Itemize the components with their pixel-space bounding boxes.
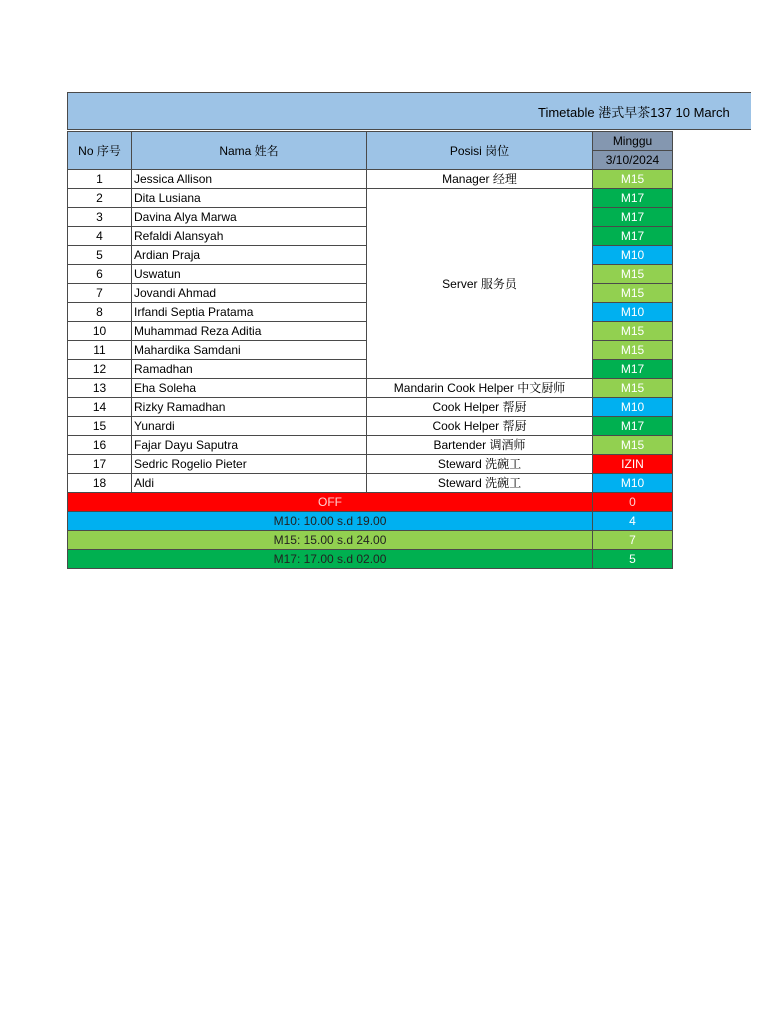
row-nama: Ardian Praja [132,246,367,265]
summary-row [68,531,673,550]
row-shift: M15 [593,436,673,455]
row-no: 15 [68,417,132,436]
row-posisi: Steward 洗碗工 [367,455,593,474]
summary-label: OFF [68,493,593,512]
row-no: 5 [68,246,132,265]
table-row [68,474,673,493]
sheet-title: Timetable 港式早茶137 10 March [538,105,730,120]
summary-row [68,493,673,512]
row-shift: M15 [593,170,673,189]
row-shift: M10 [593,474,673,493]
row-nama: Refaldi Alansyah [132,227,367,246]
table-row [68,455,673,474]
timetable-table [67,131,673,569]
row-shift: M17 [593,208,673,227]
row-shift: M17 [593,417,673,436]
row-nama: Ramadhan [132,360,367,379]
summary-count: 5 [593,550,673,569]
row-nama: Irfandi Septia Pratama [132,303,367,322]
row-shift: IZIN [593,455,673,474]
row-nama: Uswatun [132,265,367,284]
row-shift: M10 [593,246,673,265]
row-shift: M15 [593,379,673,398]
row-nama: Eha Soleha [132,379,367,398]
row-nama: Dita Lusiana [132,189,367,208]
summary-count: 0 [593,493,673,512]
header-day: Minggu [593,132,673,151]
header-nama: Nama 姓名 [132,132,367,170]
header-no: No 序号 [68,132,132,170]
title-bar [67,92,751,130]
summary-label: M17: 17.00 s.d 02.00 [68,550,593,569]
row-posisi: Mandarin Cook Helper 中文厨师 [367,379,593,398]
summary-row [68,512,673,531]
row-posisi: Cook Helper 帮厨 [367,398,593,417]
row-no: 2 [68,189,132,208]
row-shift: M17 [593,360,673,379]
row-shift: M17 [593,227,673,246]
summary-count: 4 [593,512,673,531]
summary-row [68,550,673,569]
table-row [68,398,673,417]
row-no: 4 [68,227,132,246]
summary-label: M15: 15.00 s.d 24.00 [68,531,593,550]
row-posisi: Bartender 调酒师 [367,436,593,455]
row-no: 12 [68,360,132,379]
row-no: 6 [68,265,132,284]
row-nama: Yunardi [132,417,367,436]
row-no: 7 [68,284,132,303]
row-no: 3 [68,208,132,227]
row-no: 10 [68,322,132,341]
table-row [68,379,673,398]
row-nama: Aldi [132,474,367,493]
row-nama: Muhammad Reza Aditia [132,322,367,341]
header-row [68,132,673,151]
row-nama: Mahardika Samdani [132,341,367,360]
table-row [68,417,673,436]
row-shift: M15 [593,284,673,303]
table-row [68,436,673,455]
row-nama: Rizky Ramadhan [132,398,367,417]
summary-count: 7 [593,531,673,550]
row-no: 11 [68,341,132,360]
header-date: 3/10/2024 [593,151,673,170]
row-shift: M10 [593,398,673,417]
summary-label: M10: 10.00 s.d 19.00 [68,512,593,531]
table-row [68,170,673,189]
row-no: 13 [68,379,132,398]
row-nama: Jessica Allison [132,170,367,189]
row-nama: Davina Alya Marwa [132,208,367,227]
row-no: 16 [68,436,132,455]
row-nama: Jovandi Ahmad [132,284,367,303]
row-shift: M10 [593,303,673,322]
row-posisi: Server 服务员 [367,189,593,379]
row-posisi: Manager 经理 [367,170,593,189]
row-posisi: Cook Helper 帮厨 [367,417,593,436]
row-shift: M17 [593,189,673,208]
row-posisi: Steward 洗碗工 [367,474,593,493]
row-no: 8 [68,303,132,322]
header-posisi: Posisi 岗位 [367,132,593,170]
row-no: 14 [68,398,132,417]
row-nama: Fajar Dayu Saputra [132,436,367,455]
row-nama: Sedric Rogelio Pieter [132,455,367,474]
row-shift: M15 [593,265,673,284]
row-no: 1 [68,170,132,189]
row-shift: M15 [593,341,673,360]
row-shift: M15 [593,322,673,341]
table-row [68,189,673,208]
row-no: 18 [68,474,132,493]
row-no: 17 [68,455,132,474]
